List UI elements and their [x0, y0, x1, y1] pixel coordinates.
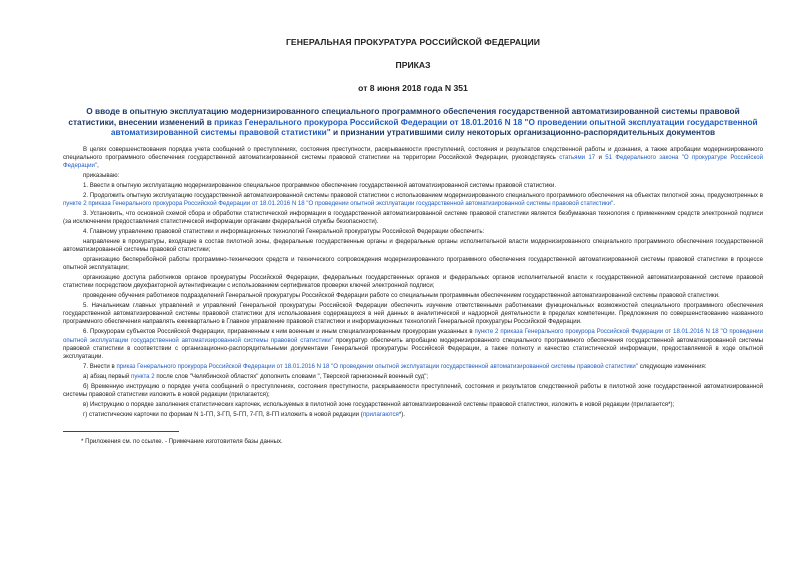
order-18-link[interactable]: приказ Генерального прокурора Российской Федерации от 18.01.2016 N 18 "О проведении опытной эксплуатации государственной автоматизированной системы правовой статистики": [116, 362, 638, 370]
order-clause-2-link[interactable]: пункте 2 приказа Генерального прокурора Российской Федерации от 18.01.2016 N 18 "О проведении опытной эксплуатации государственной автоматизированной системы правовой статистики": [63, 199, 614, 207]
clause-6: [63, 328, 763, 361]
clause-4-item: проведение обучения работников подразделений Генеральной прокуратуры Российской Федерации работе со специальным программным обеспечением государственной автоматизированной системы правовой статистики.: [83, 292, 720, 300]
footnote-divider: [63, 431, 179, 432]
article-17-link[interactable]: статьями 17: [559, 153, 596, 161]
paragraph-text: а) абзац первый: [83, 372, 132, 380]
document-type: ПРИКАЗ: [395, 60, 431, 70]
clause-4-item: организацию доступа работников органов прокуратуры Российской Федерации, федеральных государственных органов и федеральных органов исполнительной власти к государственной автоматизированной системе правовой статистики посредством двухфакторной аутентификации с использованием сертификатов проверки ключей электронной подписи;: [63, 274, 763, 290]
attached-forms-link[interactable]: прилагаются: [362, 410, 399, 418]
footnote: * Приложения см. по ссылке. - Примечание изготовителя базы данных.: [81, 437, 283, 445]
clause-2: [63, 192, 763, 208]
title-text: и признании утратившими силу некоторых организационно-распорядительных документов: [330, 127, 716, 137]
clause-7: [63, 363, 763, 371]
order-clause-2-link[interactable]: пункте 2 приказа Генерального прокурора Российской Федерации от 18.01.2016 N 18 "О проведении опытной эксплуатации государственной автоматизированной системы правовой статистики": [63, 328, 763, 344]
intro-paragraph: [63, 146, 763, 170]
paragraph-text: 2. Продолжить опытную эксплуатацию государственной автоматизированной системы правовой статистики с использованием модернизированного специального программного обеспечения на объектах пилотной зоны, предусмотренных в: [83, 191, 763, 199]
paragraph-text: В целях совершенствования порядка учета сообщений о преступлениях, состояния преступности, раскрываемости преступлений, состояния и результатов следственной работы и дознания, а также апробации модернизированного специального программного обеспечения государственной автоматизированной системы правовой статистики на территории Российской Федерации, руководствуясь: [63, 145, 763, 161]
document-body: [63, 146, 763, 446]
paragraph-text: .: [613, 199, 615, 207]
order-word: приказываю:: [83, 171, 120, 179]
paragraph-text: 7. Внести в: [83, 362, 117, 370]
document-title: [63, 106, 763, 138]
clause-4: 4. Главному управлению правовой статистики и информационных технологий Генеральной прокуратуры Российской Федерации обеспечить:: [83, 227, 485, 235]
paragraph-text: *).: [398, 410, 405, 418]
organization-heading: ГЕНЕРАЛЬНАЯ ПРОКУРАТУРА РОССИЙСКОЙ ФЕДЕРАЦИИ: [285, 37, 541, 47]
clause-3: 3. Установить, что основной схемой сбора и обработки статистической информации в государственной автоматизированной системе правовой статистики является безбумажная технология с применением средств электронной подписи (за исключением предоставления статистической информации органами федеральной службы безопасности).: [63, 209, 763, 225]
paragraph-text: ,: [97, 161, 99, 169]
document-date: от 8 июня 2018 года N 351: [358, 83, 468, 93]
clause-7-item-c: в) Инструкцию о порядке заполнения статистических карточек, используемых в пилотной зоне государственной автоматизированной системы правовой статистики, изложить в новой редакции (прилагается*);: [83, 400, 675, 408]
paragraph-text: 6. Прокурорам субъектов Российской Федерации, приравненным к ним военным и иным специализированным прокурорам указанных в: [83, 328, 475, 336]
clause-4-item: направление в прокуратуры, входящие в состав пилотной зоны, федеральные государственные органы и федеральные органы исполнительной власти модернизированного специального программного обеспечения государственной автоматизированной системы правовой статистики;: [63, 237, 763, 253]
paragraph-text: г) статистические карточки по формам N 1-ГП, 3-ГП, 5-ГП, 7-ГП, 8-ГП изложить в новой редакции (: [83, 410, 363, 418]
prosecution-law-link[interactable]: Федерального закона "О прокуратуре Российской Федерации": [63, 153, 763, 169]
clause-7-item-b: б) Временную инструкцию о порядке учета сообщений о преступлениях, состояния преступности, раскрываемости преступлений, состояния и результатов следственной работы в пилотной зоне государственной автоматизированной системы правовой статистики изложить в новой редакции (прилагается);: [63, 382, 763, 398]
paragraph-text: и: [595, 153, 606, 161]
title-text: О вводе в опытную эксплуатацию модернизированного специального программного обеспечения государственной автоматизированной системы правовой статистики, внесении изменений в: [68, 106, 740, 127]
paragraph-text: после слов "Челябинской областях" дополнить словами ", Тверской гарнизонный военный суд";: [154, 372, 429, 380]
article-51-link[interactable]: 51: [605, 153, 613, 161]
clause-1: 1. Ввести в опытную эксплуатацию модернизированное специальное программное обеспечение государственной автоматизированной системы правовой статистики.: [83, 181, 557, 189]
title-order-link[interactable]: приказ Генерального прокурора Российской Федерации от 18.01.2016 N 18 "О проведении опытной эксплуатации государственной автоматизированной системы правовой статистики": [110, 116, 758, 137]
clause-4-item: организацию бесперебойной работы программно-технических средств и технического сопровождения модернизированного программного обеспечения государственной автоматизированной системы правовой статистики в процессе опытной эксплуатации;: [63, 255, 763, 272]
point-2-link[interactable]: пункта 2: [131, 372, 155, 380]
clause-7-item-a: [63, 373, 763, 381]
paragraph-text: следующие изменения:: [638, 362, 707, 370]
clause-5: 5. Начальникам главных управлений и управлений Генеральной прокуратуры Российской Федерации обеспечить изучение ответственными работниками функциональных возможностей специального программного обеспечения государственной автоматизированной системы правовой статистики для использования содержащихся в ней данных в аналитической и надзорной деятельности в пределах компетенции. Предложения по совершенствованию названного программного обеспечения направлять ежеквартально в Главное управление правовой статистики и информационных технологий Генеральной прокуратуры Российской Федерации.: [63, 302, 763, 326]
clause-7-item-d: [63, 411, 763, 419]
paragraph-text: прокуратур обеспечить апробацию модернизированного специального программного обеспечения государственной автоматизированной системы правовой статистики в соответствии с организационно-распорядительными документами Генеральной прокуратуры Российской Федерации, а также полноту и качество статистической информации, предоставляемой в ходе опытной эксплуатации.: [63, 336, 763, 360]
